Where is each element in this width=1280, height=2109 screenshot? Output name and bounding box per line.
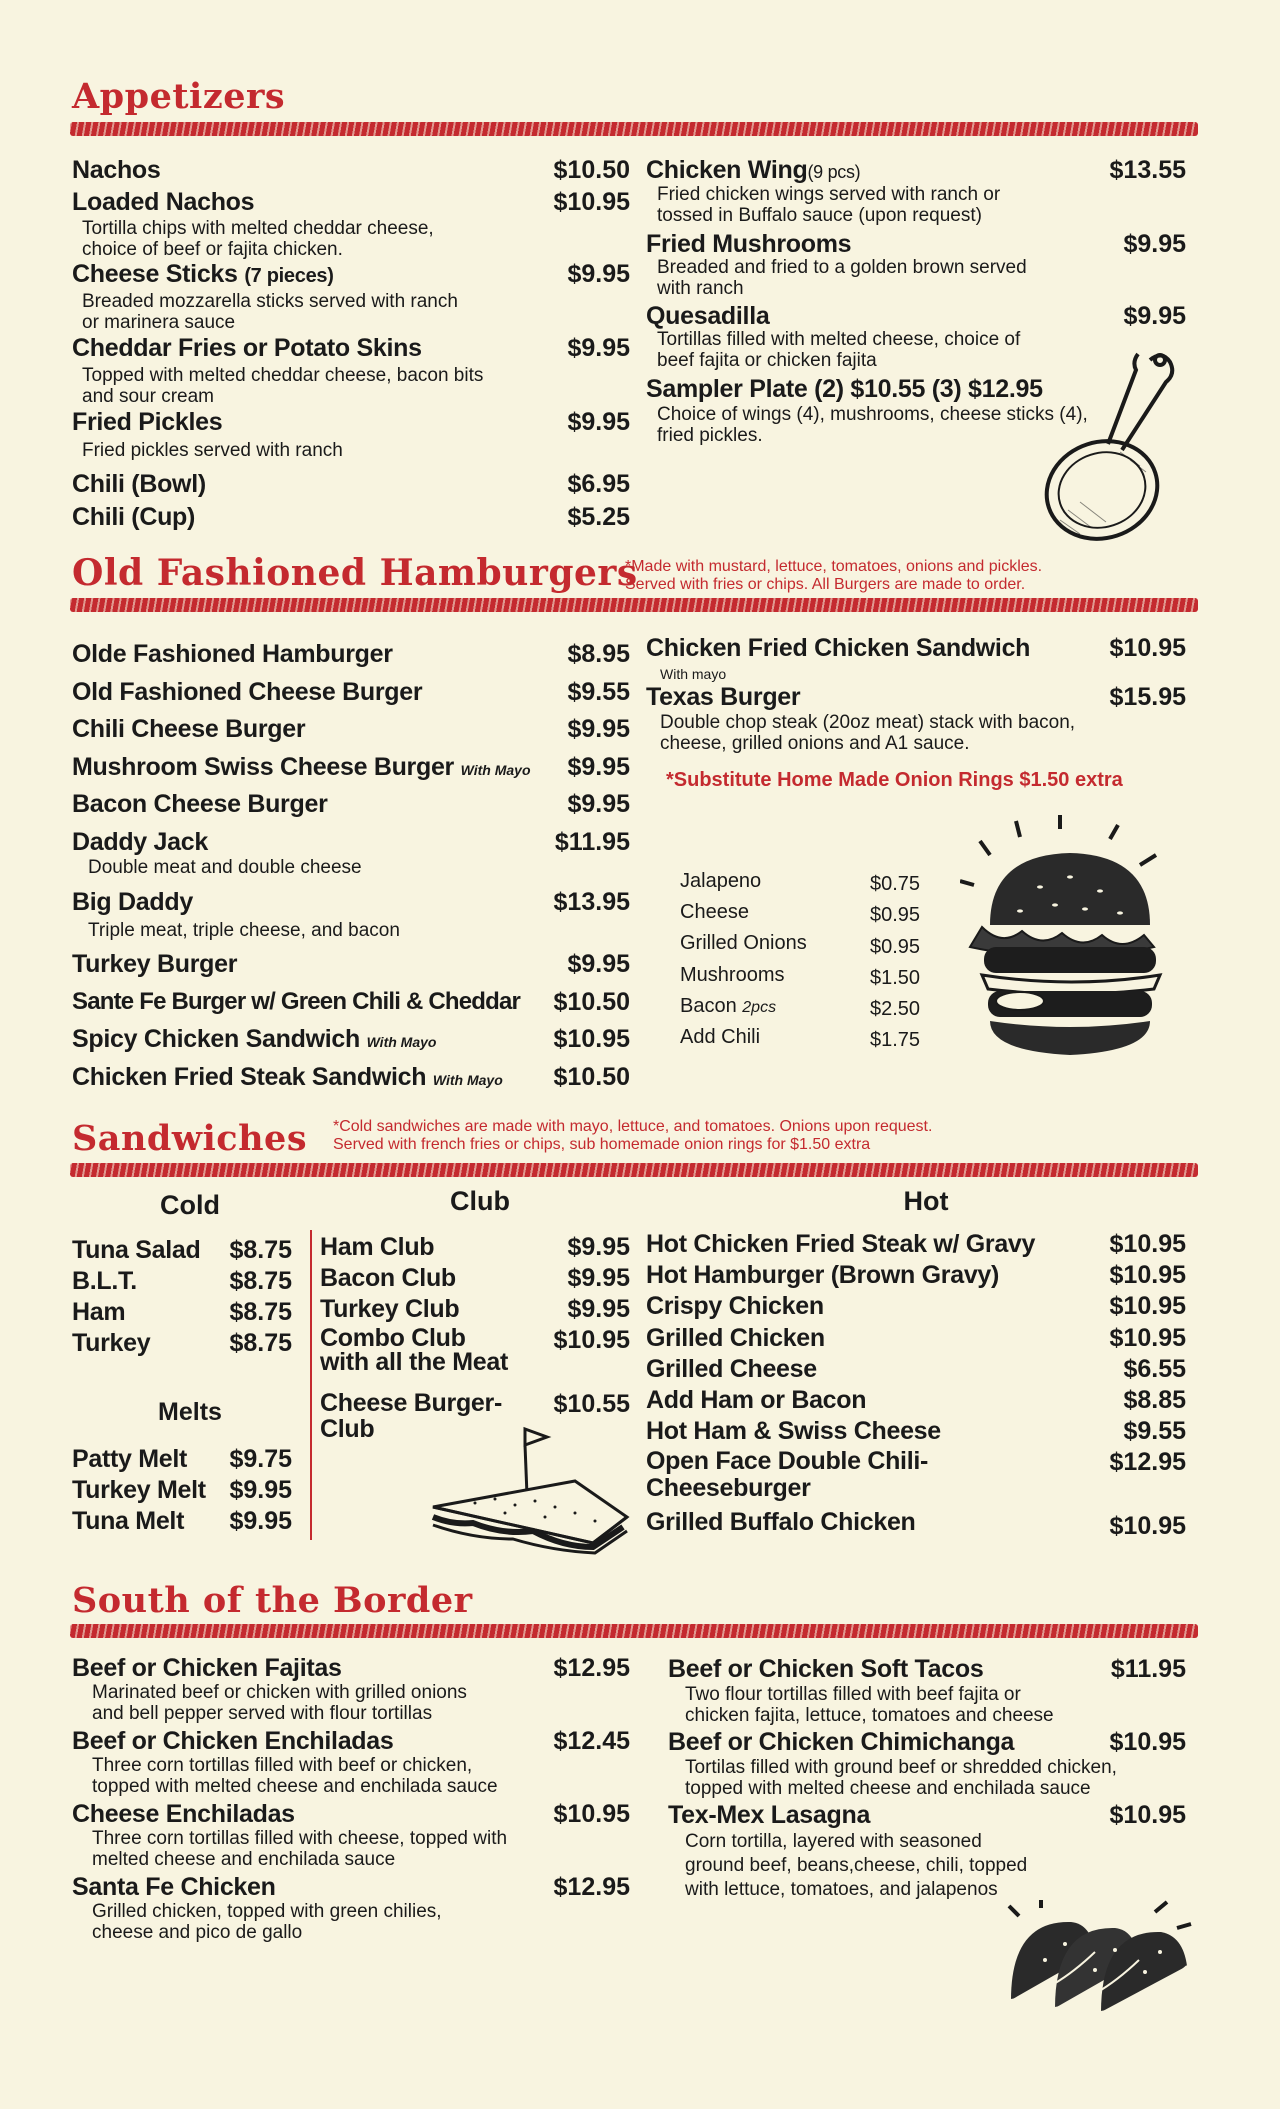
menu-item-name: Texas Burger bbox=[646, 683, 801, 711]
menu-item-price: $10.50 bbox=[553, 988, 630, 1016]
skillet-icon bbox=[1040, 340, 1190, 550]
menu-item-price: $10.95 bbox=[1109, 1261, 1186, 1289]
menu-item-name: Turkey Melt bbox=[72, 1476, 206, 1504]
menu-item-price: $9.95 bbox=[567, 1295, 630, 1323]
menu-item-name: Loaded Nachos bbox=[72, 188, 255, 216]
menu-item-price: $9.75 bbox=[229, 1445, 292, 1473]
addon-name: Bacon 2pcs bbox=[680, 995, 777, 1017]
menu-item-price: $10.95 bbox=[553, 188, 630, 216]
menu-item-name: Nachos bbox=[72, 156, 161, 184]
menu-item-price: $10.95 bbox=[553, 1025, 630, 1053]
menu-item-price: $9.55 bbox=[567, 678, 630, 706]
menu-item-name: Bacon Club bbox=[320, 1264, 456, 1292]
section-note: *Made with mustard, lettuce, tomatoes, onions and pickles. Served with fries or chips. All Burgers are made to order. bbox=[625, 558, 1043, 593]
menu-item-description: Double chop steak (20oz meat) stack with bacon, cheese, grilled onions and A1 sauce. bbox=[660, 712, 1076, 754]
menu-item-price: $9.95 bbox=[567, 715, 630, 743]
menu-item-name: Turkey Club bbox=[320, 1295, 460, 1323]
menu-item-name: Add Ham or Bacon bbox=[646, 1386, 867, 1414]
menu-item-price: $9.95 bbox=[567, 408, 630, 436]
menu-item-tag: With Mayo bbox=[432, 1072, 503, 1088]
menu-item-price: $9.95 bbox=[567, 1233, 630, 1261]
menu-item-description: Grilled chicken, topped with green chilies, cheese and pico de gallo bbox=[92, 1901, 442, 1943]
addon-price: $2.50 bbox=[870, 998, 921, 1020]
menu-item-price: $8.75 bbox=[229, 1329, 292, 1357]
menu-item-name: Cheddar Fries or Potato Skins bbox=[72, 334, 422, 362]
menu-item-description: Tortillas filled with melted cheese, choice of beef fajita or chicken fajita bbox=[657, 329, 1021, 371]
menu-item-price: $9.95 bbox=[567, 753, 630, 781]
menu-item-price: $9.95 bbox=[1123, 302, 1186, 330]
menu-item-price: $10.95 bbox=[1109, 1324, 1186, 1352]
menu-item-name: Bacon Cheese Burger bbox=[72, 790, 328, 818]
menu-item-description: Topped with melted cheddar cheese, bacon bits and sour cream bbox=[82, 365, 484, 407]
menu-item-price: $10.95 bbox=[553, 1800, 630, 1828]
menu-item-name: Sampler Plate (2) $10.55 (3) $12.95 bbox=[646, 375, 1043, 403]
menu-item-tag: With Mayo bbox=[460, 762, 531, 778]
menu-item-name: Ham Club bbox=[320, 1233, 435, 1261]
section-divider bbox=[70, 1624, 1198, 1638]
menu-item-name: Grilled Buffalo Chicken bbox=[646, 1508, 916, 1536]
menu-item-description: Three corn tortillas filled with beef or chicken, topped with melted cheese and enchilada sauce bbox=[92, 1755, 498, 1797]
menu-item-name: Grilled Chicken bbox=[646, 1324, 825, 1352]
menu-item-price: $5.25 bbox=[567, 503, 630, 531]
menu-item-price: $12.95 bbox=[1109, 1448, 1186, 1476]
menu-item-tag: (7 pieces) bbox=[244, 265, 334, 287]
menu-item-price: $12.95 bbox=[553, 1654, 630, 1682]
menu-item-price: $9.95 bbox=[567, 950, 630, 978]
addon-price: $0.95 bbox=[870, 904, 921, 926]
menu-item-name: Turkey Burger bbox=[72, 950, 238, 978]
menu-item-name: B.L.T. bbox=[72, 1267, 137, 1295]
column-heading-melts: Melts bbox=[158, 1398, 222, 1426]
menu-item-tag: With mayo bbox=[660, 666, 727, 682]
menu-item-name: Tuna Salad bbox=[72, 1236, 201, 1264]
menu-item-name: Sante Fe Burger w/ Green Chili & Cheddar bbox=[72, 988, 521, 1015]
menu-item-price: $10.95 bbox=[1109, 1801, 1186, 1829]
addon-name: Jalapeno bbox=[680, 870, 762, 892]
menu-item-name: Daddy Jack bbox=[72, 828, 208, 856]
menu-item-price: $10.95 bbox=[553, 1326, 630, 1354]
menu-item-name: Fried Pickles bbox=[72, 408, 223, 436]
column-heading-club: Club bbox=[450, 1186, 510, 1216]
menu-item-description: Three corn tortillas filled with cheese, topped with melted cheese and enchilada sauce bbox=[92, 1828, 508, 1870]
menu-item-price: $9.95 bbox=[567, 790, 630, 818]
menu-item-name: Quesadilla bbox=[646, 302, 770, 330]
menu-item-description: Triple meat, triple cheese, and bacon bbox=[88, 920, 400, 941]
menu-item-description: Choice of wings (4), mushrooms, cheese sticks (4), fried pickles. bbox=[657, 404, 1088, 446]
section-title-south-of-the-border: South of the Border bbox=[72, 1580, 473, 1621]
addon-name: Grilled Onions bbox=[680, 932, 807, 954]
addon-price: $1.75 bbox=[870, 1029, 921, 1051]
section-title-sandwiches: Sandwiches bbox=[72, 1118, 308, 1159]
section-divider bbox=[70, 598, 1198, 612]
tacos-icon bbox=[1005, 1900, 1195, 2020]
menu-item-price: $10.55 bbox=[553, 1390, 630, 1418]
menu-item-name: Chili Cheese Burger bbox=[72, 715, 306, 743]
burger-icon bbox=[960, 815, 1180, 1075]
menu-item-name: Big Daddy bbox=[72, 888, 193, 916]
menu-item-price: $15.95 bbox=[1109, 683, 1186, 711]
addon-name: Cheese bbox=[680, 901, 749, 923]
section-note: *Cold sandwiches are made with mayo, lettuce, and tomatoes. Onions upon request. Served with french fries or chips, sub homemade onion rings for $1.50 extra bbox=[333, 1118, 933, 1153]
club-sandwich-icon bbox=[425, 1425, 635, 1555]
menu-item-name: Ham bbox=[72, 1298, 126, 1326]
menu-item-price: $9.55 bbox=[1123, 1417, 1186, 1445]
column-divider bbox=[310, 1230, 312, 1540]
menu-item-price: $10.95 bbox=[1109, 1230, 1186, 1258]
menu-item-description: Marinated beef or chicken with grilled onions and bell pepper served with flour tortillas bbox=[92, 1682, 467, 1724]
menu-item-name: Santa Fe Chicken bbox=[72, 1873, 276, 1901]
menu-item-description: Fried chicken wings served with ranch or tossed in Buffalo sauce (upon request) bbox=[657, 184, 1001, 226]
menu-item-price: $9.95 bbox=[229, 1476, 292, 1504]
menu-item-price: $6.95 bbox=[567, 470, 630, 498]
menu-item-price: $10.95 bbox=[1109, 1512, 1186, 1540]
menu-item-tag: With Mayo bbox=[366, 1034, 437, 1050]
menu-item-price: $10.50 bbox=[553, 1063, 630, 1091]
menu-item-name: Beef or Chicken Fajitas bbox=[72, 1654, 342, 1682]
menu-item-name: Mushroom Swiss Cheese Burger With Mayo bbox=[72, 753, 531, 781]
menu-item-name: Chili (Bowl) bbox=[72, 470, 206, 498]
menu-item-price: $11.95 bbox=[1110, 1655, 1186, 1683]
menu-item-name: Beef or Chicken Chimichanga bbox=[668, 1728, 1015, 1756]
menu-item-price: $10.95 bbox=[1109, 1728, 1186, 1756]
menu-item-price: $13.95 bbox=[553, 888, 630, 916]
section-divider bbox=[70, 1163, 1198, 1177]
menu-item-description: Corn tortilla, layered with seasoned ground beef, beans,cheese, chili, topped with lettuce, tomatoes, and jalapenos bbox=[685, 1831, 1028, 1900]
menu-item-name: Beef or Chicken Soft Tacos bbox=[668, 1655, 984, 1683]
menu-item-price: $8.85 bbox=[1123, 1386, 1186, 1414]
menu-item-name: Hot Hamburger (Brown Gravy) bbox=[646, 1261, 1000, 1289]
menu-item-name: Grilled Cheese bbox=[646, 1355, 817, 1383]
menu-item-name: Cheese Enchiladas bbox=[72, 1800, 295, 1828]
menu-item-description: Breaded mozzarella sticks served with ranch or marinera sauce bbox=[82, 291, 458, 333]
menu-item-name: Beef or Chicken Enchiladas bbox=[72, 1727, 394, 1755]
addon-price: $0.75 bbox=[870, 873, 921, 895]
menu-item-name: Fried Mushrooms bbox=[646, 230, 852, 258]
menu-item-price: $10.95 bbox=[1109, 634, 1186, 662]
menu-item-price: $9.95 bbox=[567, 1264, 630, 1292]
menu-item-price: $11.95 bbox=[554, 828, 630, 856]
menu-item-price: $9.95 bbox=[567, 334, 630, 362]
menu-item-description: Tortilla chips with melted cheddar cheese, choice of beef or fajita chicken. bbox=[82, 218, 434, 260]
menu-item-price: $9.95 bbox=[567, 260, 630, 288]
menu-item-name: Hot Chicken Fried Steak w/ Gravy bbox=[646, 1230, 1036, 1258]
menu-item-price: $9.95 bbox=[229, 1507, 292, 1535]
menu-item-price: $13.55 bbox=[1109, 156, 1186, 184]
menu-item-name: Chicken Fried Chicken Sandwich bbox=[646, 634, 1031, 662]
menu-item-description: Tortilas filled with ground beef or shredded chicken, topped with melted cheese and enchilada sauce bbox=[685, 1757, 1117, 1799]
addon-price: $0.95 bbox=[870, 936, 921, 958]
addon-tag: 2pcs bbox=[742, 999, 777, 1016]
menu-item-price: $6.55 bbox=[1123, 1355, 1186, 1383]
menu-item-description: Two flour tortillas filled with beef fajita or chicken fajita, lettuce, tomatoes and cheese bbox=[685, 1684, 1054, 1726]
menu-item-description: Fried pickles served with ranch bbox=[82, 440, 343, 461]
menu-item-price: $12.45 bbox=[553, 1727, 630, 1755]
section-title-appetizers: Appetizers bbox=[72, 76, 286, 117]
menu-item-description: Breaded and fried to a golden brown served with ranch bbox=[657, 257, 1027, 299]
menu-item-price: $10.50 bbox=[553, 156, 630, 184]
addon-name: Add Chili bbox=[680, 1026, 761, 1048]
addon-price: $1.50 bbox=[870, 967, 921, 989]
addon-name: Mushrooms bbox=[680, 964, 785, 986]
menu-item-name: Chicken Wing(9 pcs) bbox=[646, 156, 861, 184]
menu-item-price: $8.75 bbox=[229, 1267, 292, 1295]
menu-item-name: Tex-Mex Lasagna bbox=[668, 1801, 871, 1829]
menu-item-name: Chili (Cup) bbox=[72, 503, 196, 531]
onion-rings-note: *Substitute Home Made Onion Rings $1.50 extra bbox=[666, 769, 1123, 791]
menu-item-price: $8.95 bbox=[567, 640, 630, 668]
menu-item-tag: (9 pcs) bbox=[807, 162, 861, 182]
menu-item-name: Cheese Burger- Club bbox=[320, 1389, 502, 1443]
menu-item-price: $10.95 bbox=[1109, 1292, 1186, 1320]
column-heading-cold: Cold bbox=[160, 1190, 220, 1220]
menu-item-name: Chicken Fried Steak Sandwich With Mayo bbox=[72, 1063, 503, 1091]
menu-item-name: Hot Ham & Swiss Cheese bbox=[646, 1417, 941, 1445]
menu-item-price: $9.95 bbox=[1123, 230, 1186, 258]
column-heading-hot: Hot bbox=[903, 1186, 949, 1216]
menu-item-name: Turkey bbox=[72, 1329, 151, 1357]
menu-item-price: $8.75 bbox=[229, 1236, 292, 1264]
menu-item-name: Cheese Sticks (7 pieces) bbox=[72, 260, 334, 288]
menu-item-price: $12.95 bbox=[553, 1873, 630, 1901]
section-title-burgers: Old Fashioned Hamburgers bbox=[72, 552, 638, 594]
menu-item-name: Open Face Double Chili- Cheeseburger bbox=[646, 1447, 929, 1502]
menu-item-name: Olde Fashioned Hamburger bbox=[72, 640, 393, 668]
menu-item-name: Spicy Chicken Sandwich With Mayo bbox=[72, 1025, 437, 1053]
menu-item-description: Double meat and double cheese bbox=[88, 857, 362, 878]
section-divider bbox=[70, 122, 1198, 136]
menu-item-name: Tuna Melt bbox=[72, 1507, 185, 1535]
menu-item-name: Old Fashioned Cheese Burger bbox=[72, 678, 423, 706]
menu-item-name: Combo Club with all the Meat bbox=[320, 1324, 508, 1376]
menu-item-name: Crispy Chicken bbox=[646, 1292, 824, 1320]
menu-item-name: Patty Melt bbox=[72, 1445, 188, 1473]
menu-item-price: $8.75 bbox=[229, 1298, 292, 1326]
